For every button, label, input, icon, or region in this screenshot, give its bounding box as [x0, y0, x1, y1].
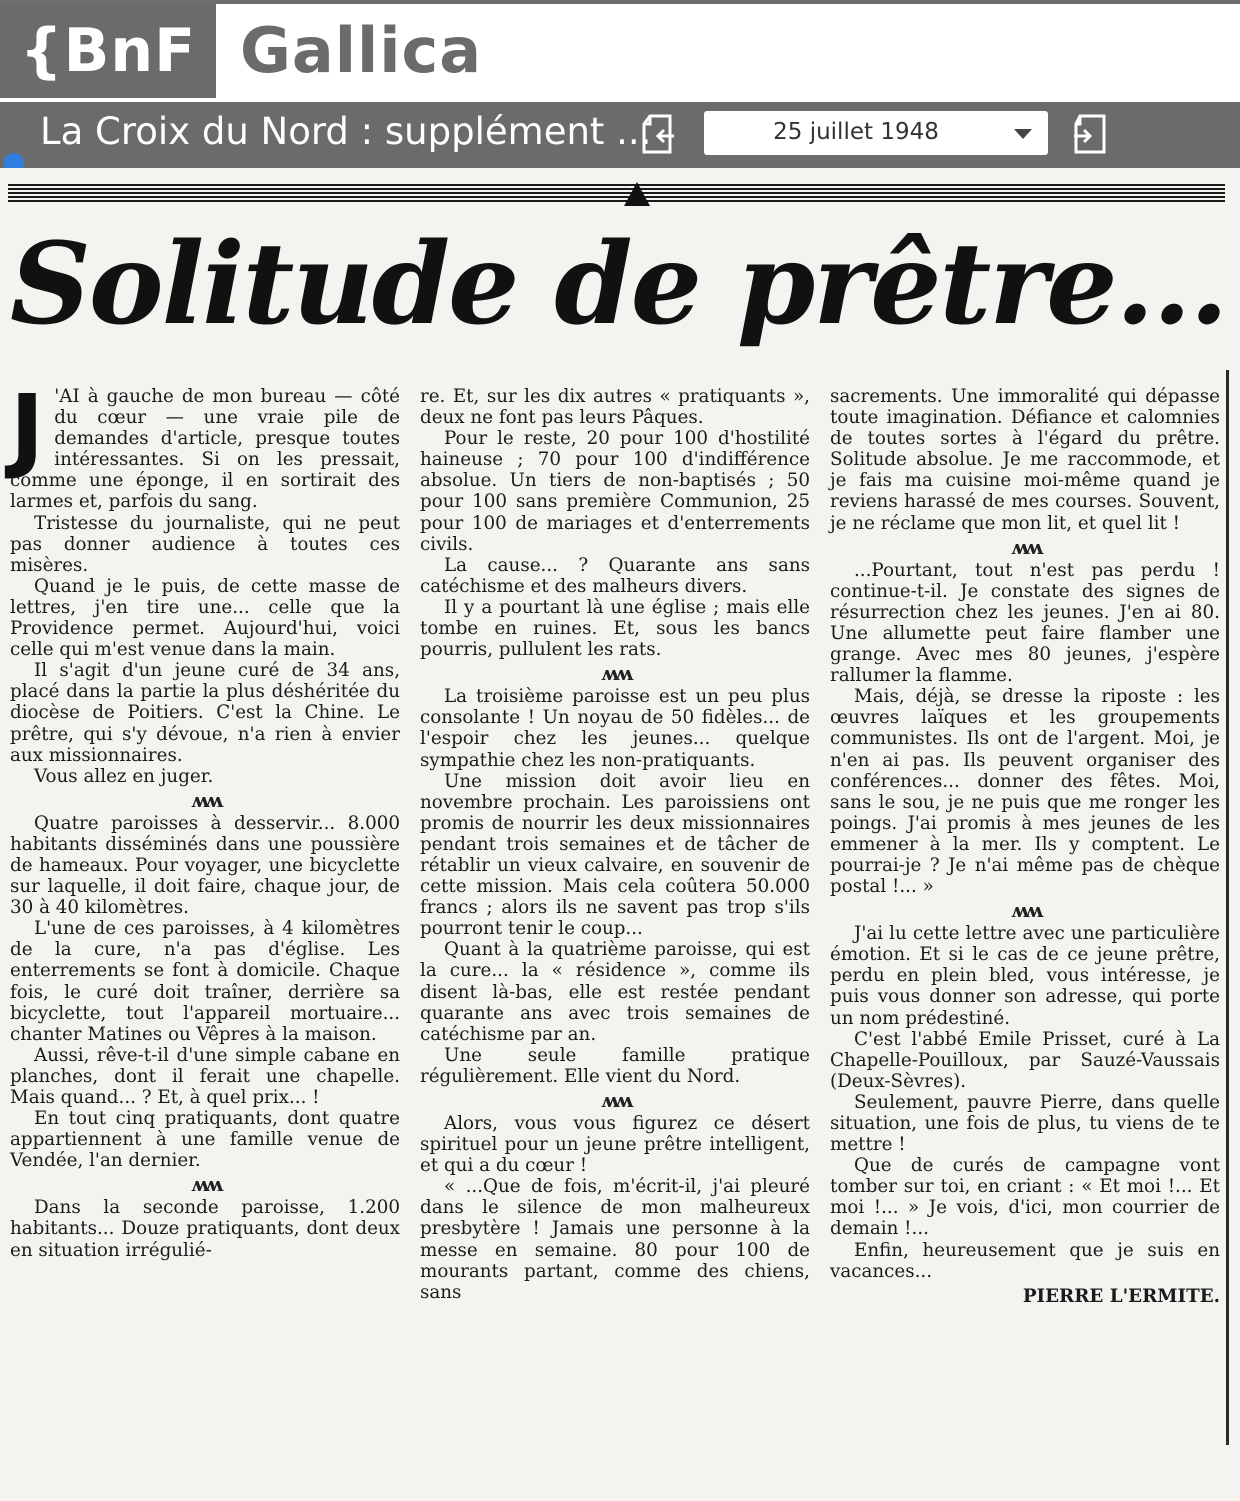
issue-date-value: 25 juillet 1948: [773, 119, 939, 145]
column-rule: [1226, 370, 1229, 1445]
bnf-logo[interactable]: {BnF: [0, 4, 216, 98]
next-issue-icon[interactable]: [1070, 112, 1110, 156]
paragraph: Aussi, rêve-t-il d'une simple cabane en planches, dont il ferait une chapelle. Mais quand... ? Et, à quel prix... !: [10, 1044, 400, 1108]
paragraph: sacrements. Une immoralité qui dépasse toute imagination. Défiance et calomnies de toutes sortes à l'égard du prêtre. Solitude absolue. Je me raccommode, et je fais ma cuisine moi-même quand je reviens harassé de mes courses. Souvent, je ne réclame que mon lit, et quel lit !: [830, 386, 1220, 534]
section-ornament: ʍʍ: [190, 1172, 220, 1197]
paragraph: 'AI à gauche de mon bureau — côté du cœur — une vraie pile de demandes d'article, presque toutes intéressantes. Si on les pressait, comme une éponge, il en sortirait des larmes et, parfois du sang.: [10, 386, 400, 513]
section-ornament: ʍʍ: [190, 787, 220, 812]
issue-date-select[interactable]: [704, 111, 1048, 155]
article-headline: Solitude de prêtre...: [10, 219, 1227, 350]
paragraph: Que de curés de campagne vont tomber sur toi, en criant : « Et moi !... Et moi !... » Je vois, d'ici, mon courrier de demain !...: [830, 1155, 1220, 1240]
paragraph: « ...Que de fois, m'écrit-il, j'ai pleuré dans le silence de mon malheureux presbytère ! Jamais une personne à la messe en semaine. 80 pour 100 de mourants partant, comme des chiens, sans: [420, 1176, 810, 1303]
section-ornament: ʍʍ: [1010, 898, 1040, 923]
paragraph: C'est l'abbé Emile Prisset, curé à La Chapelle-Pouilloux, par Sauzé-Vaussais (Deux-Sèvres).: [830, 1028, 1220, 1092]
paragraph: Il s'agit d'un jeune curé de 34 ans, placé dans la partie la plus déshéritée du diocèse de Poitiers. C'est la Chine. Le prêtre, qui s'y dévoue, n'a rien à envier aux missionnaires.: [10, 660, 400, 766]
paragraph: Alors, vous vous figurez ce désert spirituel pour un jeune prêtre intelligent, et qui a du cœur !: [420, 1113, 810, 1177]
paragraph: Tristesse du journaliste, qui ne peut pas donner audience à toutes ces misères.: [10, 512, 400, 576]
document-title: La Croix du Nord : supplément ...: [40, 110, 652, 153]
paragraph: Vous allez en juger.: [34, 765, 214, 787]
paragraph: re. Et, sur les dix autres « pratiquants », deux ne font pas leurs Pâques.: [420, 386, 810, 429]
paragraph: J'ai lu cette lettre avec une particulière émotion. Et si le cas de ce jeune prêtre, perdu en plein bled, vous intéresse, je puis vous donner son adresse, qui porte un nom prédestiné.: [830, 923, 1220, 1029]
paragraph: L'une de ces paroisses, à 4 kilomètres de la cure, n'a pas d'église. Les enterrements se font à domicile. Chaque fois, le curé doit traîner, derrière sa bicyclette, tout l'appareil mortuaire... chanter Matines ou Vêpres à la maison.: [10, 918, 400, 1045]
paragraph: ...Pourtant, tout n'est pas perdu ! continue-t-il. Je constate des signes de résurrection chez les jeunes. J'en ai 80. Une allumette peut faire flamber une grange. Avec mes 80 jeunes, j'espère rallumer la flamme.: [830, 559, 1220, 687]
paragraph: Quand je le puis, de cette masse de lettres, j'en tire une... celle que la Providence permet. Aujourd'hui, voici celle qui m'est venue dans la main.: [10, 575, 400, 661]
section-ornament: ʍʍ: [1010, 534, 1040, 559]
author-signature: PIERRE L'ERMITE.: [1022, 1285, 1220, 1307]
previous-issue-icon[interactable]: [640, 112, 680, 156]
paragraph: Il y a pourtant là une église ; mais elle tombe en ruines. Et, sous les bancs pourris, pullulent les rats.: [420, 596, 810, 661]
section-ornament: ʍʍ: [600, 1088, 630, 1112]
article-column-3: [830, 386, 1220, 1307]
paragraph: En tout cinq pratiquants, dont quatre appartiennent à une famille venue de Vendée, l'an dernier.: [10, 1108, 400, 1172]
article-column-1: [10, 375, 400, 1261]
paragraph: Une seule famille pratique régulièrement. Elle vient du Nord.: [420, 1044, 810, 1087]
chevron-down-icon: [1014, 129, 1032, 139]
drop-cap: J: [10, 375, 45, 482]
paragraph: La troisième paroisse est un peu plus consolante ! Un noyau de 50 fidèles... de l'espoir chez les jeunes... quelque sympathie chez les non-pratiquants.: [420, 686, 810, 771]
paragraph: Enfin, heureusement que je suis en vacances...: [830, 1239, 1220, 1282]
header-rule: [8, 184, 1225, 204]
paragraph: Seulement, pauvre Pierre, dans quelle situation, une fois de plus, tu viens de te mettre !: [830, 1091, 1220, 1156]
paragraph: Quant à la quatrième paroisse, qui est la cure... la « résidence », comme ils disent là-bas, elle est restée pendant quarante ans avec trois semaines de catéchisme par an.: [420, 939, 810, 1045]
article-column-2: [420, 386, 810, 1303]
section-ornament: ʍʍ: [600, 661, 630, 686]
paragraph: Mais, déjà, se dresse la riposte : les œuvres laïques et les groupements communistes. Ils ont de l'argent. Moi, je n'en ai pas. Ils peuvent organiser des conférences... donner des fêtes. Moi, sans le sou, je ne puis que me ronger les poings. J'ai promis à mes jeunes de les emmener à la mer. Ils y comptent. Le pourrai-je ? Je n'ai même pas de chèque postal !... »: [830, 686, 1220, 898]
paragraph: Une mission doit avoir lieu en novembre prochain. Les paroissiens ont promis de nourrir les deux missionnaires pendant trois semaines et de tâcher de rétablir un vieux calvaire, en souvenir de cette mission. Mais cela coûtera 50.000 francs ; alors ils ne savent pas trop s'ils pourront tenir le coup...: [420, 770, 810, 940]
paragraph: La cause... ? Quarante ans sans catéchisme et des malheurs divers.: [420, 554, 810, 597]
paragraph: Quatre paroisses à desservir... 8.000 habitants disséminés dans une poussière de hameaux. Pour voyager, une bicyclette sur laquelle, il doit faire, chaque jour, de 30 à 40 kilomètres.: [10, 812, 400, 919]
gallica-brand[interactable]: Gallica: [240, 14, 483, 87]
paragraph: Pour le reste, 20 pour 100 d'hostilité haineuse ; 70 pour 100 d'indifférence absolue. Un tiers de non-baptisés ; 50 pour 100 sans première Communion, 25 pour 100 de mariages et d'enterrements civils.: [420, 428, 810, 555]
paragraph: Dans la seconde paroisse, 1.200 habitants... Douze pratiquants, dont deux en situation irrégulié-: [10, 1197, 400, 1261]
